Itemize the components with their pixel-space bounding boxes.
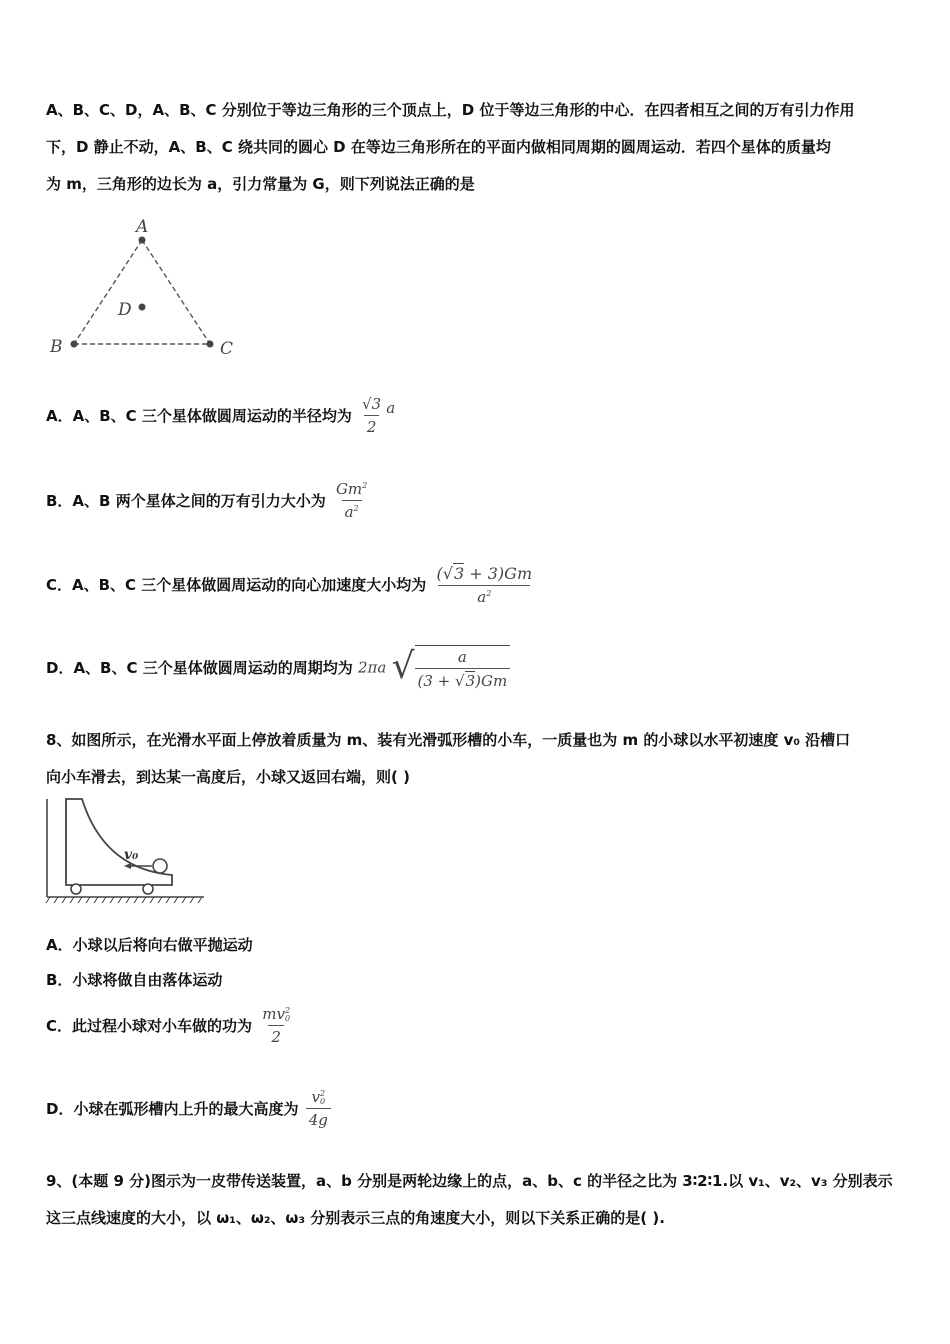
q7-stem <box>46 92 908 203</box>
q7-option-d <box>46 645 510 690</box>
label-c: C <box>220 339 234 359</box>
q8-option-d-text: D．小球在弧形槽内上升的最大高度为 <box>46 1100 299 1118</box>
fraction-denominator: 4g <box>306 1108 331 1129</box>
q8-option-d-fraction <box>306 1088 331 1129</box>
fraction-numerator: a <box>457 648 467 666</box>
cart-figure <box>44 797 208 907</box>
fraction-denominator: $a^2$ <box>438 585 530 606</box>
fraction-denominator: $a^2$ <box>342 500 362 521</box>
q7-option-a-fraction <box>359 395 384 436</box>
q9-stem <box>46 1163 908 1237</box>
q7-option-c-text: C．A、B、C 三个星体做圆周运动的向心加速度大小均为 <box>46 576 427 594</box>
q7-line-3: 为 m，三角形的边长为 a，引力常量为 G，则下列说法正确的是 <box>46 175 475 193</box>
arrow-head-icon <box>124 863 131 869</box>
label-b: B <box>50 337 63 357</box>
q7-option-b <box>46 480 372 521</box>
fraction-numerator: mv 2 0 <box>262 1005 291 1023</box>
q8-option-a: A．小球以后将向右做平抛运动 <box>46 936 253 954</box>
q9-line-1: 9、(本题 9 分)图示为一皮带传送装置，a、b 分别是两轮边缘上的点，a、b、c 的半径之比为 3∶2∶1.以 v₁、v₂、v₃ 分别表示 <box>46 1172 893 1190</box>
q8-option-d <box>46 1088 333 1129</box>
q8-stem <box>46 722 908 796</box>
q8-option-b: B．小球将做自由落体运动 <box>46 971 223 989</box>
q7-option-b-fraction <box>333 480 370 521</box>
label-d: D <box>118 300 132 320</box>
q7-option-d-fraction <box>415 645 511 690</box>
q7-option-d-prefix: 2πa <box>357 658 387 677</box>
point-b <box>71 341 78 348</box>
cart-wheel-right <box>143 884 153 894</box>
q7-line-1: A、B、C、D，A、B、C 分别位于等边三角形的三个顶点上，D 位于等边三角形的中心．在四者相互之间的万有引力作用 <box>46 101 855 119</box>
q8-option-c-fraction <box>259 1005 293 1046</box>
q7-option-a-text: A．A、B、C 三个星体做圆周运动的半径均为 <box>46 407 352 425</box>
q8-option-c-text: C．此过程小球对小车做的功为 <box>46 1017 253 1035</box>
q7-option-a-tail: a <box>386 398 396 417</box>
q7-option-d-sqrt: √ $\frac{a}{(3 + √3)Gm}$ <box>392 645 511 690</box>
fraction-numerator: v 2 0 <box>311 1088 326 1106</box>
q8-line-1: 8、如图所示，在光滑水平面上停放着质量为 m、装有光滑弧形槽的小车，一质量也为 m 的小球以水平初速度 v₀ 沿槽口 <box>46 731 851 749</box>
label-a: A <box>136 217 149 237</box>
q9-line-2: 这三点线速度的大小，以 ω₁、ω₂、ω₃ 分别表示三点的角速度大小，则以下关系正确的是( ). <box>46 1209 665 1227</box>
q7-option-d-text: D．A、B、C 三个星体做圆周运动的周期均为 <box>46 659 353 677</box>
q8-line-2: 向小车滑去，到达某一高度后，小球又返回右端，则( ) <box>46 768 410 786</box>
q7-option-c <box>46 563 537 606</box>
q7-option-c-fraction <box>434 563 536 606</box>
q7-option-a <box>46 395 395 436</box>
fraction-numerator: √3 <box>362 395 382 413</box>
label-v0: v₀ <box>124 847 139 863</box>
point-c <box>207 341 214 348</box>
triangle-side-ab <box>74 240 142 344</box>
q8-option-c <box>46 1005 295 1046</box>
triangle-figure <box>46 212 246 362</box>
fraction-denominator: 2 <box>268 1025 284 1046</box>
q7-option-b-text: B．A、B 两个星体之间的万有引力大小为 <box>46 492 326 510</box>
point-d <box>139 304 146 311</box>
cart-wheel-left <box>71 884 81 894</box>
ball <box>153 859 167 873</box>
triangle-side-ac <box>142 240 210 344</box>
fraction-denominator: 2 <box>364 415 380 436</box>
ground-hatch <box>46 897 202 903</box>
fraction-denominator: (3 + √3)Gm <box>415 668 511 690</box>
fraction-numerator: Gm$^2$ <box>335 480 368 498</box>
fraction-numerator: (√3 + 3)Gm <box>436 564 533 583</box>
point-a <box>139 237 146 244</box>
q7-line-2: 下，D 静止不动，A、B、C 绕共同的圆心 D 在等边三角形所在的平面内做相同周期的圆周运动．若四个星体的质量均 <box>46 138 831 156</box>
